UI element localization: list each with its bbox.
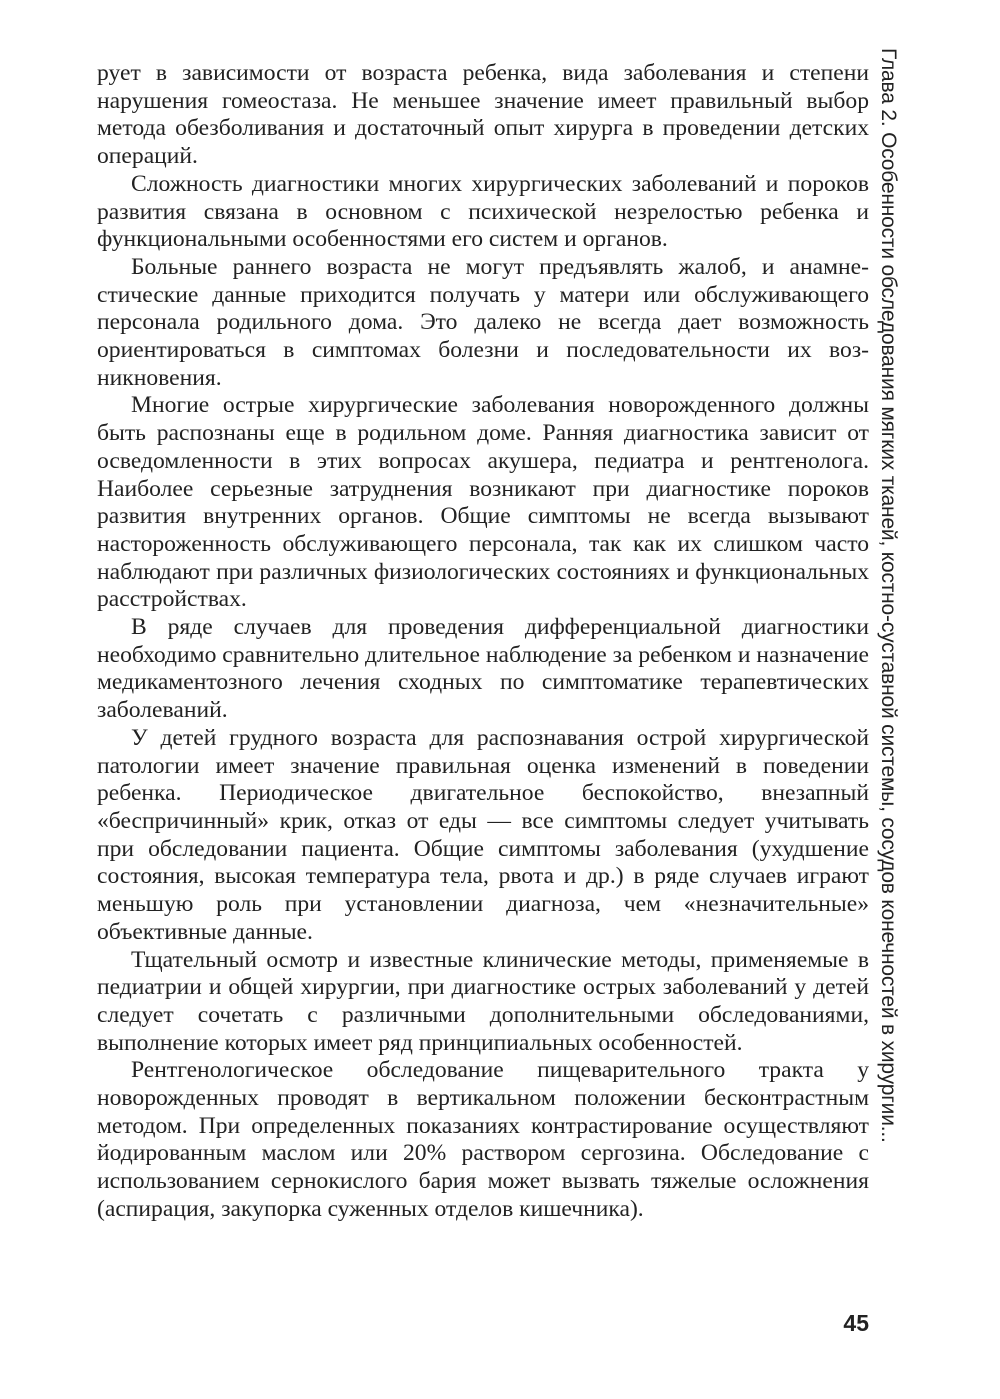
paragraph-anamnesis: Больные раннего возраста не могут предъявлять жалоб, и анамнестические данные приходится получать у матери или обслуживающего персонала родильного дома. Это далеко не всегда дает возможность ориентироваться в симптомах болезни и последовательности их возникновения. xyxy=(97,253,869,391)
paragraph-diagnosis-complexity: Сложность диагностики многих хирургических заболеваний и пороков развития связана в основном с психической незрелостью ребенка и функциональными особенностями его систем и органов. xyxy=(97,170,869,253)
page-number: 45 xyxy=(843,1310,869,1336)
paragraph-differential-diagnosis: В ряде случаев для проведения дифференциальной диагностики необходимо сравнительно длительное наблюдение за ребенком и назначение медикаментозного лечения сходных по симптоматике терапевтических заболеваний. xyxy=(97,614,870,724)
paragraph-radiology: Рентгенологическое обследование пищеварительного тракта у новорожденных проводят в вертикальном положении бесконтрастным методом. При определенных показаниях контрастирование осуществляют йодированным маслом или 20% раствором сергозина. Обследование с использованием сернокислого бария может вызвать тяжелые осложнения (аспирация, закупорка суженных отделов кишечника). xyxy=(97,1057,869,1222)
paragraph-infant-behavior: У детей грудного возраста для распознавания острой хирургической патологии имеет значение правильная оценка изменений в поведении ребенка. Периодическое двигательное беспокойство, внезапный «беспричинный» крик, отказ от еды — все симптомы следует учитывать при обследовании пациента. Общие симптомы заболевания (ухудшение состояния, высокая температура тела, рвота и др.) в ряде случаев играют меньшую роль при установлении диагноза, чем «незначительные» объективные данные. xyxy=(97,724,869,945)
paragraph-continued: рует в зависимости от возраста ребенка, вида заболевания и степени нарушения гомеостаза. Не меньшее значение имеет правильный выбор метода обезболивания и достаточный опыт хирурга в проведении детских операций. xyxy=(97,60,869,170)
paragraph-examination-methods: Тщательный осмотр и известные клинические методы, применяемые в педиатрии и общей хирургии, при диагностике острых заболеваний у детей следует сочетать с различными дополнительными обследованиями, выполнение которых имеет ряд принципиальных особенностей. xyxy=(97,946,869,1056)
running-head: Глава 2. Особенности обследования мягких тканей, костно-суставной системы, сосудов конечностей в хирургии... xyxy=(877,48,900,1143)
paragraph-newborn-diseases: Многие острые хирургические заболевания новорожденного должны быть распознаны еще в родильном доме. Ранняя диагностика зависит от осведомленности в этих вопросах акушера, педиатра и рентгенолога. Наиболее серьезные затруднения возникают при диагностике пороков развития внутренних органов. Общие симптомы не всегда вызывают настороженность обслуживающего персонала, так как их слишком часто наблюдают при различных физиологических состояниях и функциональных расстройствах. xyxy=(97,392,869,613)
body-text xyxy=(97,60,869,1224)
